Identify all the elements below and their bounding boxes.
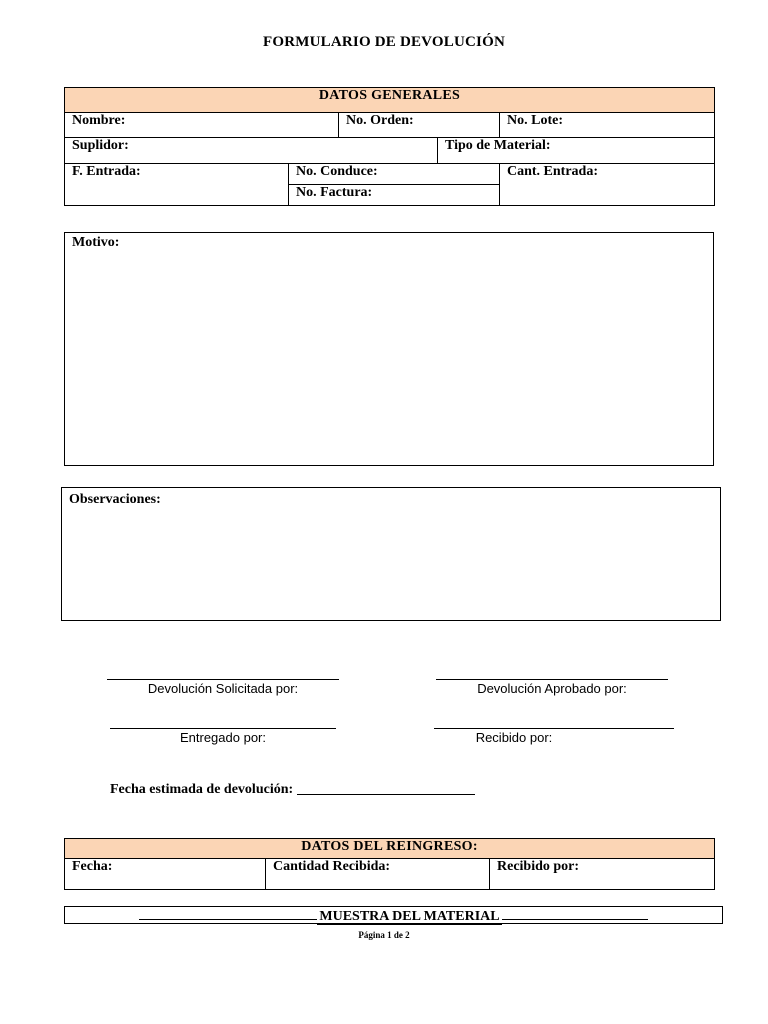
- muestra-left-line: [139, 907, 317, 920]
- no-conduce-field[interactable]: No. Conduce:: [289, 164, 500, 185]
- datos-reingreso-table: [64, 838, 715, 890]
- page-number: Página 1 de 2: [358, 930, 410, 940]
- recibido-label: Recibido por:: [475, 730, 553, 745]
- datos-generales-table: [64, 87, 715, 206]
- datos-generales-header: DATOS GENERALES: [65, 88, 715, 113]
- solicitada-label: Devolución Solicitada por:: [147, 681, 299, 696]
- reingreso-cantidad-field[interactable]: Cantidad Recibida:: [266, 859, 490, 890]
- muestra-material-box[interactable]: [64, 906, 723, 924]
- motivo-box[interactable]: [64, 232, 714, 466]
- aprobado-signature-line[interactable]: [436, 679, 668, 680]
- fecha-estimada-line[interactable]: [297, 780, 475, 795]
- suplidor-field[interactable]: Suplidor:: [65, 138, 438, 164]
- no-orden-field[interactable]: No. Orden:: [339, 113, 500, 138]
- fecha-estimada-label: Fecha estimada de devolución:: [110, 782, 294, 797]
- motivo-label: Motivo:: [72, 235, 120, 250]
- nombre-field[interactable]: Nombre:: [65, 113, 339, 138]
- entregado-signature-line[interactable]: [110, 728, 336, 729]
- solicitada-signature-line[interactable]: [107, 679, 339, 680]
- aprobado-label: Devolución Aprobado por:: [477, 681, 627, 696]
- reingreso-recibido-field[interactable]: Recibido por:: [490, 859, 715, 890]
- reingreso-fecha-field[interactable]: Fecha:: [65, 859, 266, 890]
- form-title: FORMULARIO DE DEVOLUCIÓN: [262, 34, 505, 50]
- muestra-material-label: MUESTRA DEL MATERIAL: [319, 909, 500, 924]
- observaciones-label: Observaciones:: [69, 492, 161, 507]
- f-entrada-field[interactable]: F. Entrada:: [65, 164, 289, 206]
- muestra-right-line: [502, 907, 648, 920]
- no-lote-field[interactable]: No. Lote:: [500, 113, 715, 138]
- datos-reingreso-header: DATOS DEL REINGRESO:: [65, 839, 715, 859]
- no-factura-field[interactable]: No. Factura:: [289, 185, 500, 206]
- recibido-signature-line[interactable]: [434, 728, 674, 729]
- cant-entrada-field[interactable]: Cant. Entrada:: [500, 164, 715, 206]
- tipo-material-field[interactable]: Tipo de Material:: [438, 138, 715, 164]
- entregado-label: Entregado por:: [179, 730, 266, 745]
- observaciones-box[interactable]: [61, 487, 721, 621]
- fecha-estimada-row: [110, 780, 475, 798]
